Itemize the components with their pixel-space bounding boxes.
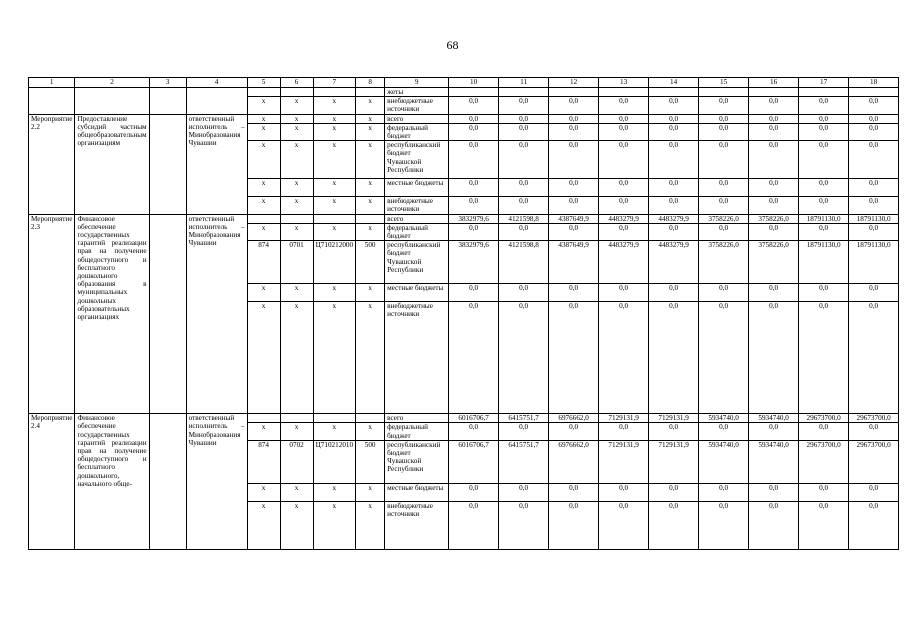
event-name-cell: Финансовое обеспечение государственных гарантий реализации прав на получение общедоступного и бесплатного дошкольного, начального обще- — [75, 414, 149, 550]
amount-cell: 0,0 — [749, 123, 799, 140]
amount-cell: 3758226,0 — [749, 214, 799, 223]
amount-cell: 0,0 — [599, 114, 649, 123]
amount-cell: 0,0 — [549, 141, 599, 179]
target-cell — [149, 114, 186, 214]
amount-cell: 0,0 — [449, 141, 499, 179]
amount-cell: 29673700,0 — [799, 414, 849, 423]
amount-cell: 0,0 — [649, 284, 699, 302]
amount-cell: 29673700,0 — [799, 440, 849, 483]
amount-cell: 7129131,9 — [649, 440, 699, 483]
amount-cell: 0,0 — [499, 501, 549, 549]
amount-cell: 7129131,9 — [649, 414, 699, 423]
amount-cell: 6016706,7 — [449, 414, 499, 423]
budget-code-cell: x — [313, 302, 356, 414]
funding-source-cell: жеты — [385, 88, 449, 97]
table-row — [29, 414, 899, 423]
amount-cell: 0,0 — [649, 302, 699, 414]
budget-code-cell: x — [313, 223, 356, 240]
amount-cell: 0,0 — [649, 179, 699, 197]
budget-code-cell: x — [280, 179, 313, 197]
budget-code-cell: x — [247, 179, 280, 197]
amount-cell: 0,0 — [549, 197, 599, 214]
amount-cell: 0,0 — [699, 302, 749, 414]
amount-cell: 0,0 — [699, 97, 749, 114]
amount-cell: 4121598,8 — [499, 214, 549, 223]
column-header: 5 — [247, 78, 280, 88]
amount-cell: 0,0 — [749, 197, 799, 214]
funding-source-cell: всего — [385, 414, 449, 423]
amount-cell: 0,0 — [849, 483, 899, 501]
amount-cell: 6415751,7 — [499, 414, 549, 423]
budget-code-cell: x — [280, 141, 313, 179]
budget-code-cell: x — [356, 123, 385, 140]
amount-cell: 0,0 — [649, 423, 699, 440]
funding-source-cell: федеральный бюджет — [385, 423, 449, 440]
amount-cell: 0,0 — [449, 179, 499, 197]
amount-cell: 0,0 — [599, 501, 649, 549]
amount-cell: 0,0 — [649, 141, 699, 179]
amount-cell: 0,0 — [699, 423, 749, 440]
amount-cell: 0,0 — [549, 501, 599, 549]
amount-cell: 0,0 — [749, 501, 799, 549]
amount-cell: 0,0 — [699, 179, 749, 197]
amount-cell: 0,0 — [549, 114, 599, 123]
funding-source-cell: внебюджетные источники — [385, 302, 449, 414]
column-header: 6 — [280, 78, 313, 88]
amount-cell: 0,0 — [449, 123, 499, 140]
amount-cell: 0,0 — [749, 423, 799, 440]
budget-code-cell: x — [356, 223, 385, 240]
amount-cell: 0,0 — [799, 423, 849, 440]
amount-cell: 0,0 — [649, 197, 699, 214]
amount-cell: 6415751,7 — [499, 440, 549, 483]
amount-cell: 0,0 — [749, 284, 799, 302]
budget-code-cell — [247, 214, 280, 223]
budget-code-cell: x — [356, 97, 385, 114]
amount-cell: 0,0 — [749, 141, 799, 179]
budget-code-cell: 0702 — [280, 440, 313, 483]
column-header: 13 — [599, 78, 649, 88]
budget-code-cell: x — [356, 197, 385, 214]
amount-cell: 3832979,6 — [449, 214, 499, 223]
amount-cell: 0,0 — [799, 284, 849, 302]
budget-code-cell: x — [247, 114, 280, 123]
amount-cell: 0,0 — [699, 501, 749, 549]
budget-code-cell — [280, 414, 313, 423]
executor-cell: ответственный исполнитель – Минобразования Чувашии — [186, 414, 247, 550]
funding-source-cell: местные бюджеты — [385, 483, 449, 501]
funding-source-cell: республиканский бюджет Чувашской Республики — [385, 141, 449, 179]
budget-code-cell — [280, 88, 313, 97]
amount-cell: 0,0 — [649, 114, 699, 123]
amount-cell: 0,0 — [449, 501, 499, 549]
budget-code-cell: x — [280, 197, 313, 214]
budget-code-cell: x — [313, 501, 356, 549]
funding-source-cell: внебюджетные источники — [385, 97, 449, 114]
budget-code-cell: x — [280, 223, 313, 240]
amount-cell: 0,0 — [699, 483, 749, 501]
budget-code-cell — [247, 414, 280, 423]
amount-cell — [549, 88, 599, 97]
budget-code-cell: x — [247, 423, 280, 440]
amount-cell — [499, 88, 549, 97]
amount-cell: 0,0 — [849, 179, 899, 197]
amount-cell: 0,0 — [599, 423, 649, 440]
amount-cell: 4483279,9 — [649, 214, 699, 223]
budget-code-cell: x — [247, 284, 280, 302]
budget-code-cell: x — [247, 123, 280, 140]
event-name-cell: Предоставление субсидий частным общеобразовательным организациям — [75, 114, 149, 214]
amount-cell: 0,0 — [499, 114, 549, 123]
column-header: 17 — [799, 78, 849, 88]
column-header: 3 — [149, 78, 186, 88]
budget-code-cell — [356, 88, 385, 97]
amount-cell: 0,0 — [499, 123, 549, 140]
amount-cell: 18791130,0 — [799, 214, 849, 223]
budget-code-cell — [280, 214, 313, 223]
budget-code-cell: x — [313, 423, 356, 440]
amount-cell: 0,0 — [699, 197, 749, 214]
budget-code-cell: x — [313, 97, 356, 114]
amount-cell: 0,0 — [449, 483, 499, 501]
budget-code-cell: x — [247, 302, 280, 414]
amount-cell: 5934740,0 — [699, 440, 749, 483]
amount-cell: 0,0 — [849, 97, 899, 114]
amount-cell: 0,0 — [649, 97, 699, 114]
amount-cell: 0,0 — [549, 302, 599, 414]
amount-cell: 0,0 — [599, 483, 649, 501]
budget-code-cell: x — [247, 197, 280, 214]
amount-cell: 3758226,0 — [699, 241, 749, 284]
amount-cell: 0,0 — [699, 284, 749, 302]
amount-cell: 0,0 — [599, 179, 649, 197]
budget-code-cell: x — [280, 114, 313, 123]
amount-cell: 4483279,9 — [599, 241, 649, 284]
funding-source-cell: внебюджетные источники — [385, 501, 449, 549]
budget-code-cell: x — [280, 284, 313, 302]
amount-cell — [849, 88, 899, 97]
column-header: 9 — [385, 78, 449, 88]
budget-code-cell: x — [313, 197, 356, 214]
amount-cell: 0,0 — [649, 223, 699, 240]
amount-cell: 4387649,9 — [549, 241, 599, 284]
amount-cell: 0,0 — [599, 97, 649, 114]
amount-cell: 6976662,0 — [549, 414, 599, 423]
budget-code-cell: x — [313, 141, 356, 179]
amount-cell: 3758226,0 — [699, 214, 749, 223]
amount-cell: 0,0 — [799, 501, 849, 549]
amount-cell: 0,0 — [549, 223, 599, 240]
amount-cell: 0,0 — [849, 223, 899, 240]
amount-cell: 5934740,0 — [699, 414, 749, 423]
budget-code-cell: x — [280, 97, 313, 114]
budget-code-cell: x — [356, 114, 385, 123]
amount-cell: 0,0 — [549, 123, 599, 140]
budget-code-cell: x — [356, 179, 385, 197]
amount-cell — [599, 88, 649, 97]
budget-code-cell — [313, 214, 356, 223]
amount-cell: 18791130,0 — [849, 241, 899, 284]
column-header: 18 — [849, 78, 899, 88]
amount-cell: 0,0 — [749, 302, 799, 414]
amount-cell: 0,0 — [449, 114, 499, 123]
event-cell — [29, 88, 75, 115]
column-header: 2 — [75, 78, 149, 88]
amount-cell: 0,0 — [699, 114, 749, 123]
budget-code-cell — [356, 214, 385, 223]
event-name-cell — [75, 88, 149, 115]
budget-code-cell: 0701 — [280, 241, 313, 284]
amount-cell: 0,0 — [549, 483, 599, 501]
budget-code-cell: x — [247, 97, 280, 114]
amount-cell: 0,0 — [549, 179, 599, 197]
table-row — [29, 214, 899, 223]
event-label-cell: Мероприятие 2.2 — [29, 114, 75, 214]
amount-cell: 0,0 — [499, 284, 549, 302]
budget-code-cell: x — [280, 483, 313, 501]
column-header: 15 — [699, 78, 749, 88]
budget-code-cell: x — [356, 483, 385, 501]
event-name-cell: Финансовое обеспечение государственных гарантий реализации прав на получение общедоступного и бесплатного дошкольного образования в муниципальных дошкольных образовательных организациях — [75, 214, 149, 414]
column-header: 14 — [649, 78, 699, 88]
column-header: 10 — [449, 78, 499, 88]
amount-cell: 0,0 — [599, 284, 649, 302]
amount-cell: 0,0 — [599, 302, 649, 414]
budget-code-cell: x — [280, 302, 313, 414]
amount-cell: 5934740,0 — [749, 440, 799, 483]
amount-cell: 4387649,9 — [549, 214, 599, 223]
budget-code-cell: 874 — [247, 440, 280, 483]
budget-code-cell: Ц710212000 — [313, 241, 356, 284]
funding-source-cell: всего — [385, 114, 449, 123]
amount-cell: 0,0 — [849, 197, 899, 214]
amount-cell: 7129131,9 — [599, 414, 649, 423]
amount-cell: 0,0 — [499, 223, 549, 240]
amount-cell: 0,0 — [699, 141, 749, 179]
column-header: 8 — [356, 78, 385, 88]
table-row — [29, 88, 899, 97]
column-header: 7 — [313, 78, 356, 88]
amount-cell: 4483279,9 — [649, 241, 699, 284]
funding-source-cell: всего — [385, 214, 449, 223]
budget-code-cell: x — [313, 123, 356, 140]
amount-cell: 18791130,0 — [799, 241, 849, 284]
amount-cell: 18791130,0 — [849, 214, 899, 223]
amount-cell: 6976662,0 — [549, 440, 599, 483]
budget-code-cell: x — [313, 284, 356, 302]
amount-cell: 29673700,0 — [849, 414, 899, 423]
amount-cell: 0,0 — [449, 302, 499, 414]
amount-cell: 3758226,0 — [749, 241, 799, 284]
amount-cell: 0,0 — [799, 123, 849, 140]
budget-code-cell: x — [280, 501, 313, 549]
column-header: 12 — [549, 78, 599, 88]
amount-cell: 5934740,0 — [749, 414, 799, 423]
amount-cell: 0,0 — [749, 223, 799, 240]
budget-code-cell: x — [313, 114, 356, 123]
amount-cell: 0,0 — [599, 223, 649, 240]
amount-cell: 0,0 — [499, 97, 549, 114]
amount-cell: 0,0 — [549, 284, 599, 302]
amount-cell: 0,0 — [799, 302, 849, 414]
amount-cell: 0,0 — [799, 179, 849, 197]
budget-code-cell: x — [356, 501, 385, 549]
amount-cell: 0,0 — [499, 179, 549, 197]
budget-code-cell: 874 — [247, 241, 280, 284]
amount-cell: 29673700,0 — [849, 440, 899, 483]
amount-cell: 0,0 — [749, 114, 799, 123]
budget-code-cell — [356, 414, 385, 423]
budget-code-cell: x — [247, 141, 280, 179]
funding-source-cell: местные бюджеты — [385, 179, 449, 197]
amount-cell: 0,0 — [749, 97, 799, 114]
executor-cell — [186, 88, 247, 115]
budget-code-cell: x — [356, 423, 385, 440]
amount-cell: 6016706,7 — [449, 440, 499, 483]
budget-code-cell: x — [280, 123, 313, 140]
funding-source-cell: внебюджетные источники — [385, 197, 449, 214]
amount-cell: 0,0 — [449, 223, 499, 240]
funding-source-cell: республиканский бюджет Чувашской Республики — [385, 241, 449, 284]
funding-source-cell: федеральный бюджет — [385, 223, 449, 240]
column-header: 16 — [749, 78, 799, 88]
target-cell — [149, 214, 186, 414]
amount-cell: 0,0 — [799, 141, 849, 179]
amount-cell: 0,0 — [549, 423, 599, 440]
event-label-cell: Мероприятие 2.4 — [29, 414, 75, 550]
budget-code-cell — [313, 414, 356, 423]
amount-cell: 0,0 — [799, 197, 849, 214]
amount-cell: 4121598,8 — [499, 241, 549, 284]
target-cell — [149, 414, 186, 550]
budget-code-cell: x — [356, 141, 385, 179]
budget-code-cell: x — [313, 179, 356, 197]
amount-cell: 3832979,6 — [449, 241, 499, 284]
budget-code-cell: x — [247, 483, 280, 501]
budget-code-cell — [313, 88, 356, 97]
amount-cell: 0,0 — [849, 284, 899, 302]
column-header: 1 — [29, 78, 75, 88]
amount-cell: 0,0 — [649, 123, 699, 140]
executor-cell: ответственный исполнитель – Минобразования Чувашии — [186, 214, 247, 414]
header-row — [29, 78, 899, 88]
amount-cell: 0,0 — [499, 197, 549, 214]
amount-cell: 0,0 — [499, 302, 549, 414]
amount-cell: 0,0 — [849, 141, 899, 179]
amount-cell: 0,0 — [749, 483, 799, 501]
amount-cell: 0,0 — [699, 223, 749, 240]
page-number: 68 — [446, 38, 459, 52]
amount-cell: 0,0 — [449, 284, 499, 302]
amount-cell: 0,0 — [499, 423, 549, 440]
target-cell — [149, 88, 186, 115]
amount-cell: 0,0 — [699, 123, 749, 140]
budget-code-cell: x — [356, 302, 385, 414]
funding-source-cell: федеральный бюджет — [385, 123, 449, 140]
amount-cell: 0,0 — [849, 423, 899, 440]
amount-cell: 0,0 — [849, 114, 899, 123]
amount-cell: 0,0 — [799, 483, 849, 501]
table-row — [29, 114, 899, 123]
amount-cell: 0,0 — [449, 197, 499, 214]
budget-code-cell: x — [247, 223, 280, 240]
amount-cell: 0,0 — [849, 501, 899, 549]
budget-code-cell: 500 — [356, 440, 385, 483]
amount-cell — [749, 88, 799, 97]
amount-cell: 0,0 — [799, 223, 849, 240]
amount-cell: 7129131,9 — [599, 440, 649, 483]
amount-cell: 0,0 — [649, 483, 699, 501]
column-header: 11 — [499, 78, 549, 88]
budget-code-cell: x — [247, 501, 280, 549]
amount-cell: 0,0 — [499, 141, 549, 179]
funding-source-cell: местные бюджеты — [385, 284, 449, 302]
amount-cell: 0,0 — [799, 114, 849, 123]
amount-cell: 0,0 — [449, 97, 499, 114]
budget-code-cell: Ц710212010 — [313, 440, 356, 483]
amount-cell: 0,0 — [599, 123, 649, 140]
amount-cell: 0,0 — [849, 123, 899, 140]
amount-cell: 0,0 — [599, 197, 649, 214]
amount-cell: 4483279,9 — [599, 214, 649, 223]
budget-table — [28, 77, 899, 550]
budget-code-cell: 500 — [356, 241, 385, 284]
budget-code-cell: x — [356, 284, 385, 302]
amount-cell — [699, 88, 749, 97]
amount-cell: 0,0 — [499, 483, 549, 501]
amount-cell: 0,0 — [549, 97, 599, 114]
amount-cell: 0,0 — [849, 302, 899, 414]
budget-code-cell: x — [280, 423, 313, 440]
amount-cell: 0,0 — [599, 141, 649, 179]
amount-cell — [449, 88, 499, 97]
event-label-cell: Мероприятие 2.3 — [29, 214, 75, 414]
executor-cell: ответственный исполнитель – Минобразования Чувашии — [186, 114, 247, 214]
amount-cell: 0,0 — [649, 501, 699, 549]
budget-code-cell: x — [313, 483, 356, 501]
amount-cell — [799, 88, 849, 97]
funding-source-cell: республиканский бюджет Чувашской Республики — [385, 440, 449, 483]
amount-cell — [649, 88, 699, 97]
amount-cell: 0,0 — [449, 423, 499, 440]
column-header: 4 — [186, 78, 247, 88]
budget-code-cell — [247, 88, 280, 97]
amount-cell: 0,0 — [749, 179, 799, 197]
amount-cell: 0,0 — [799, 97, 849, 114]
